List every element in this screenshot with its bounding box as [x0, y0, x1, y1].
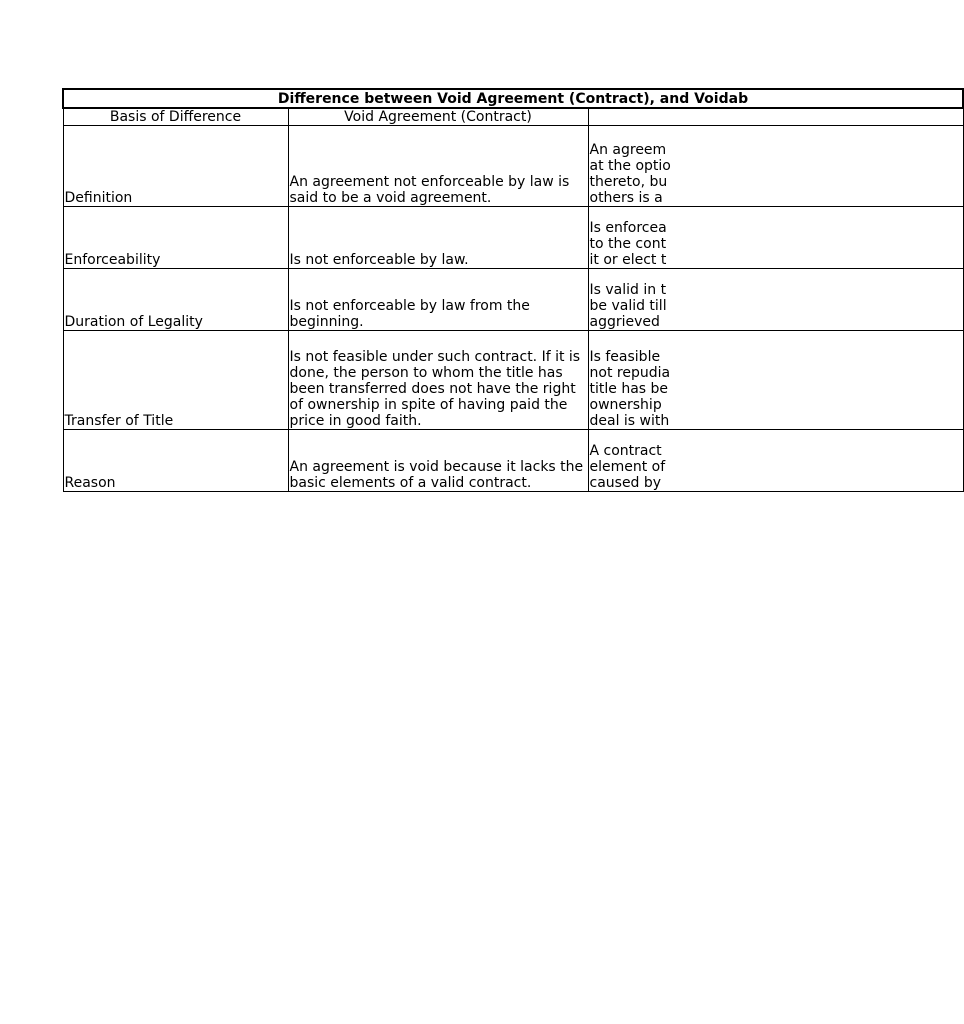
table-row — [63, 430, 963, 492]
basis-cell: Enforceability — [63, 207, 288, 269]
header-basis: Basis of Difference — [63, 108, 288, 126]
basis-cell: Reason — [63, 430, 288, 492]
void-cell: Is not enforceable by law. — [288, 207, 588, 269]
basis-cell: Transfer of Title — [63, 331, 288, 430]
header-void: Void Agreement (Contract) — [288, 108, 588, 126]
voidable-cell — [588, 126, 963, 207]
voidable-cell — [588, 207, 963, 269]
table-row — [63, 331, 963, 430]
header-voidable — [588, 108, 963, 126]
table-row — [63, 126, 963, 207]
voidable-cell — [588, 269, 963, 331]
void-cell: An agreement not enforceable by law is said to be a void agreement. — [288, 126, 588, 207]
void-cell: Is not enforceable by law from the beginning. — [288, 269, 588, 331]
comparison-table — [62, 88, 964, 492]
table-viewport — [62, 88, 749, 498]
void-cell: Is not feasible under such contract. If it is done, the person to whom the title has been transferred does not have the right of ownership in spite of having paid the price in good faith. — [288, 331, 588, 430]
voidable-text: A contract element of caused by — [589, 443, 666, 491]
basis-cell: Definition — [63, 126, 288, 207]
title-row — [63, 89, 963, 108]
table-row — [63, 207, 963, 269]
voidable-text: Is enforcea to the cont it or elect t — [589, 220, 667, 268]
void-cell: An agreement is void because it lacks the basic elements of a valid contract. — [288, 430, 588, 492]
table-row — [63, 269, 963, 331]
table-title: Difference between Void Agreement (Contract), and Voidab — [63, 89, 963, 108]
voidable-text: Is feasible not repudia title has be ownership deal is with — [589, 349, 671, 429]
basis-cell: Duration of Legality — [63, 269, 288, 331]
voidable-text: Is valid in t be valid till aggrieved — [589, 282, 667, 330]
voidable-text: An agreem at the optio thereto, bu others is a — [589, 142, 671, 206]
header-row — [63, 108, 963, 126]
voidable-cell — [588, 430, 963, 492]
voidable-cell — [588, 331, 963, 430]
